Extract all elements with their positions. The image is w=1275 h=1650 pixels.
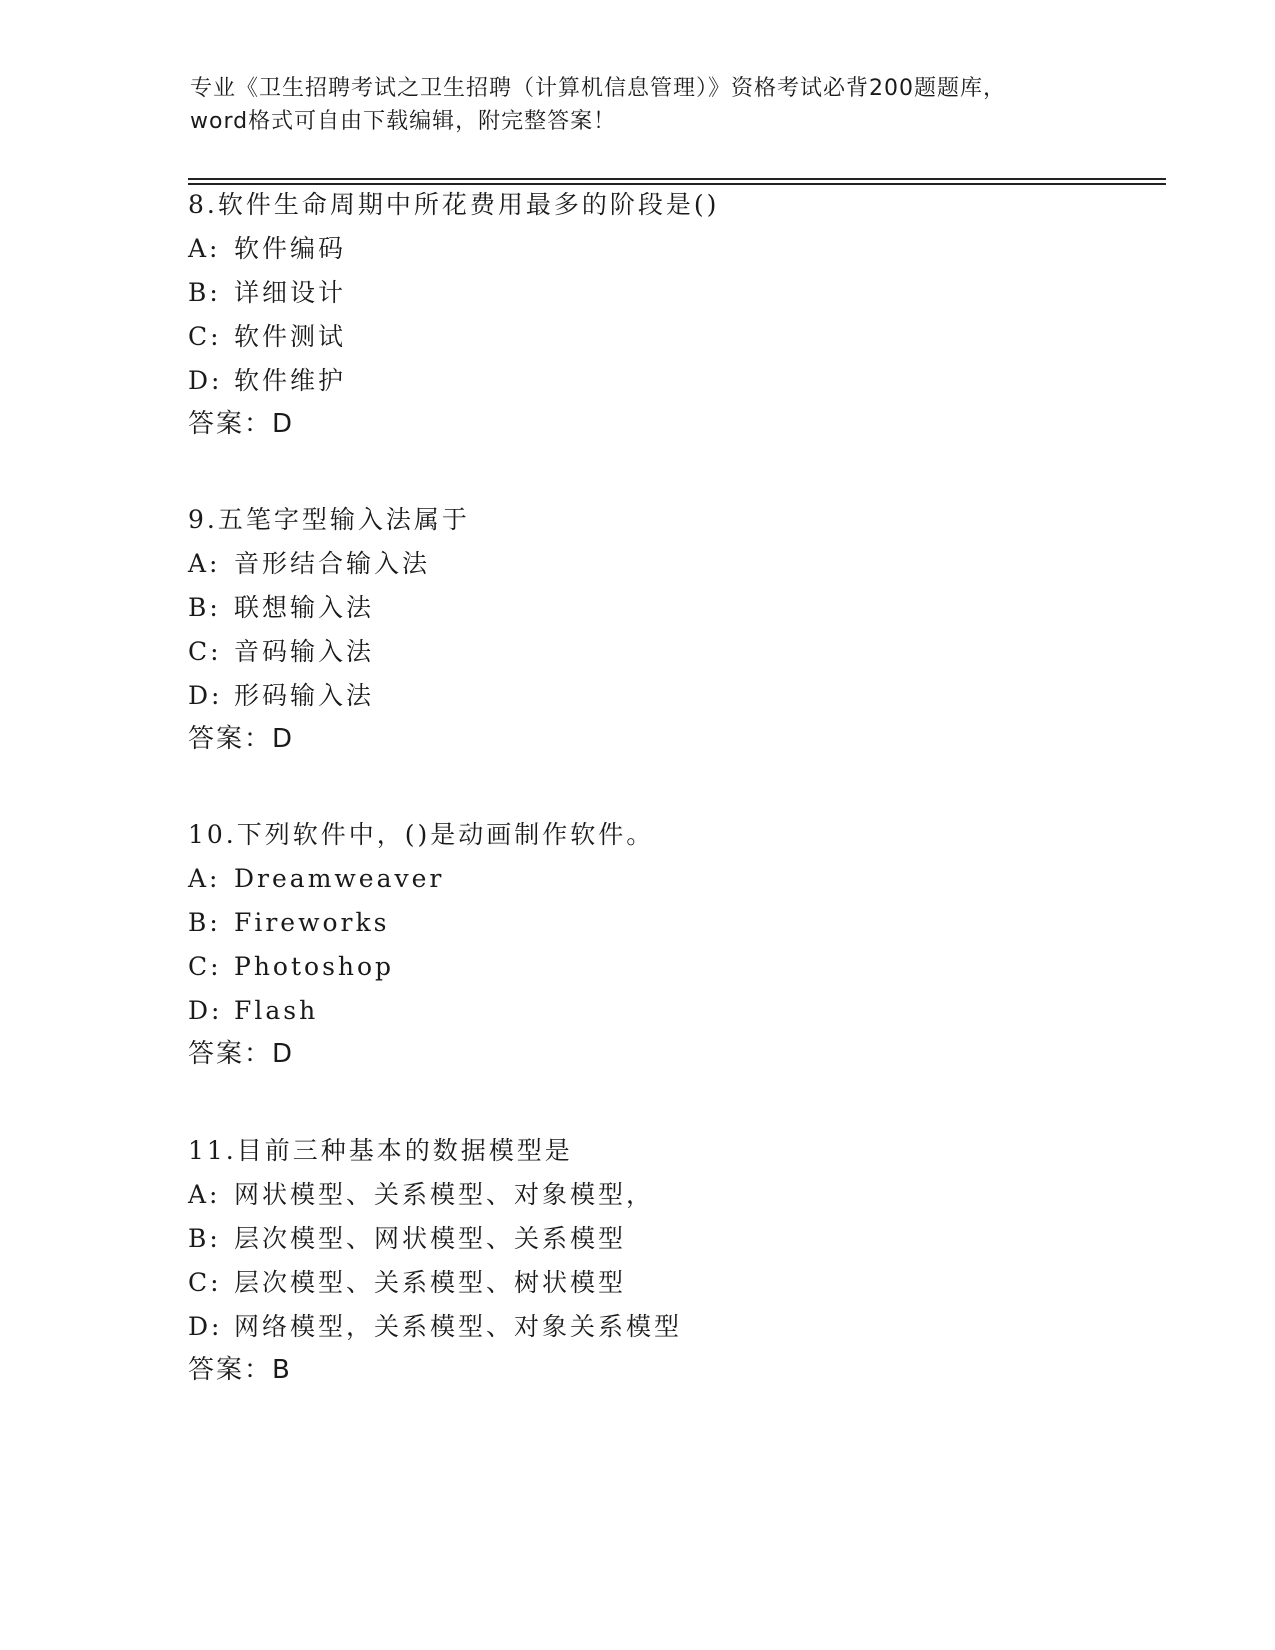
option-b <box>188 593 374 623</box>
option-a <box>188 549 430 579</box>
header-divider-bottom <box>188 183 1166 185</box>
option-d <box>188 1312 682 1342</box>
option-text: Photoshop <box>234 952 395 981</box>
option-text: 层次模型、关系模型、树状模型 <box>234 1268 627 1297</box>
option-text: 软件维护 <box>234 366 347 395</box>
option-letter: D: <box>188 996 223 1025</box>
option-letter: A: <box>188 234 221 263</box>
option-letter: C: <box>188 952 222 981</box>
option-text: 软件测试 <box>234 322 347 351</box>
option-text: 音形结合输入法 <box>234 549 431 578</box>
option-letter: A: <box>188 864 221 893</box>
answer-line: 答案：B <box>188 1355 292 1385</box>
option-text: 网络模型，关系模型、对象关系模型 <box>234 1312 683 1341</box>
option-text: 网状模型、关系模型、对象模型， <box>234 1180 655 1209</box>
option-a <box>188 864 444 894</box>
option-text: Flash <box>234 996 319 1025</box>
option-letter: B: <box>188 1224 221 1253</box>
option-letter: A: <box>188 1180 221 1209</box>
option-text: Fireworks <box>234 908 390 937</box>
option-d <box>188 681 374 711</box>
option-letter: D: <box>188 366 223 395</box>
option-a <box>188 1180 654 1210</box>
question-stem: 11.目前三种基本的数据模型是 <box>188 1136 573 1165</box>
header-subtitle-line: word格式可自由下载编辑，附完整答案！ <box>190 109 617 134</box>
header-divider-top <box>188 178 1166 180</box>
option-letter: B: <box>188 593 221 622</box>
option-b <box>188 278 346 308</box>
option-b <box>188 908 389 938</box>
option-letter: B: <box>188 278 221 307</box>
option-text: 形码输入法 <box>234 681 375 710</box>
option-text: Dreamweaver <box>234 864 445 893</box>
option-d <box>188 996 318 1026</box>
question-stem: 10.下列软件中，()是动画制作软件。 <box>188 820 655 849</box>
option-letter: B: <box>188 908 221 937</box>
option-d <box>188 366 346 396</box>
option-letter: C: <box>188 1268 222 1297</box>
option-letter: C: <box>188 322 222 351</box>
option-c <box>188 637 374 667</box>
option-c <box>188 1268 626 1298</box>
header-title-line: 专业《卫生招聘考试之卫生招聘（计算机信息管理）》资格考试必背200题题库， <box>190 76 1006 101</box>
option-b <box>188 1224 626 1254</box>
answer-line: 答案：D <box>188 409 295 439</box>
option-text: 详细设计 <box>234 278 347 307</box>
option-letter: C: <box>188 637 222 666</box>
option-c <box>188 952 394 982</box>
option-text: 联想输入法 <box>234 593 375 622</box>
question-stem: 8.软件生命周期中所花费用最多的阶段是() <box>188 190 720 219</box>
option-letter: D: <box>188 681 223 710</box>
option-text: 层次模型、网状模型、关系模型 <box>234 1224 627 1253</box>
document-header <box>190 72 1090 138</box>
option-a <box>188 234 346 264</box>
option-c <box>188 322 346 352</box>
option-letter: A: <box>188 549 221 578</box>
answer-line: 答案：D <box>188 1039 295 1069</box>
question-stem: 9.五笔字型输入法属于 <box>188 505 470 534</box>
option-text: 音码输入法 <box>234 637 375 666</box>
option-letter: D: <box>188 1312 223 1341</box>
option-text: 软件编码 <box>234 234 347 263</box>
answer-line: 答案：D <box>188 724 295 754</box>
